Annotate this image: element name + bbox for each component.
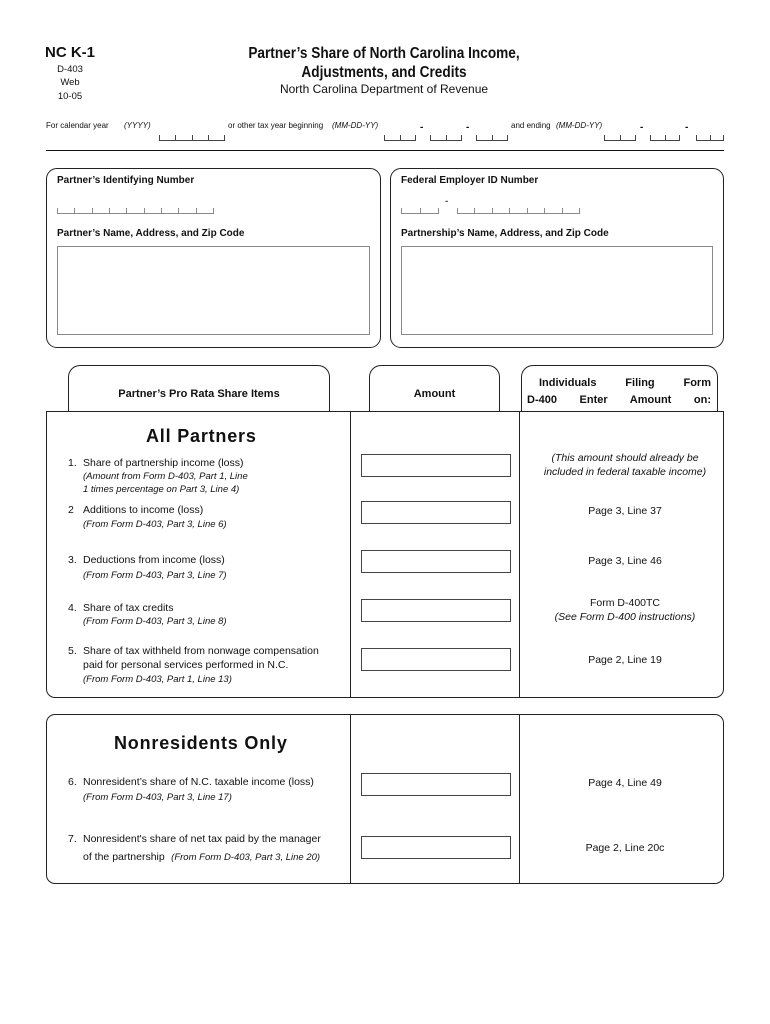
end-day-input[interactable] bbox=[650, 135, 680, 141]
end-year-input[interactable] bbox=[696, 135, 724, 141]
begin-day-input[interactable] bbox=[430, 135, 462, 141]
fein-separator: - bbox=[445, 196, 449, 207]
end-date-separator: - bbox=[685, 122, 689, 133]
line-1-target: included in federal taxable income) bbox=[543, 466, 707, 478]
line-2-target: Page 3, Line 37 bbox=[588, 505, 662, 517]
all-partners-section bbox=[46, 411, 724, 698]
line-2-note: (From Form D-403, Part 3, Line 6) bbox=[83, 519, 227, 530]
line-6-note: (From Form D-403, Part 3, Line 17) bbox=[83, 792, 232, 803]
end-month-input[interactable] bbox=[604, 135, 636, 141]
partnership-name-label: Partnership’s Name, Address, and Zip Code bbox=[401, 228, 609, 239]
fein-label: Federal Employer ID Number bbox=[401, 175, 539, 186]
line-3-amount-input[interactable] bbox=[361, 550, 511, 573]
form-code: D-403 bbox=[57, 64, 83, 75]
line-2-label: Additions to income (loss) bbox=[83, 504, 204, 516]
line-5-label: Share of tax withheld from nonwage compensation bbox=[83, 645, 319, 657]
nonresidents-heading: Nonresidents Only bbox=[114, 733, 288, 753]
partner-id-label: Partner’s Identifying Number bbox=[57, 175, 195, 186]
form-revision: 10-05 bbox=[57, 91, 83, 102]
partner-name-label: Partner’s Name, Address, and Zip Code bbox=[57, 228, 245, 239]
column-divider-target bbox=[519, 412, 520, 697]
line-2-amount-input[interactable] bbox=[361, 501, 511, 524]
line-7-label: of the partnership bbox=[83, 851, 165, 863]
line-1-number: 1. bbox=[68, 457, 77, 469]
line-1-amount-input[interactable] bbox=[361, 454, 511, 477]
header-divider bbox=[46, 150, 724, 151]
line-1-target: (This amount should already be bbox=[551, 452, 699, 464]
begin-date-label: or other tax year beginning bbox=[228, 121, 324, 130]
form-title-line-1: Partner’s Share of North Carolina Income, bbox=[248, 45, 520, 62]
partnership-name-address-field[interactable] bbox=[401, 246, 713, 335]
calendar-year-input[interactable] bbox=[159, 135, 225, 141]
form-title-line-2: Adjustments, and Credits bbox=[301, 64, 467, 81]
calendar-year-label: For calendar year bbox=[46, 121, 109, 130]
line-4-target: (See Form D-400 instructions) bbox=[554, 611, 696, 623]
line-7-number: 7. bbox=[68, 833, 77, 845]
partner-id-input[interactable] bbox=[57, 208, 214, 214]
line-3-label: Deductions from income (loss) bbox=[83, 554, 225, 566]
begin-date-format: (MM-DD-YY) bbox=[332, 121, 379, 130]
line-5-target: Page 2, Line 19 bbox=[588, 654, 662, 666]
tab-d400-label-line-2: D-400 Enter Amount on: bbox=[527, 394, 711, 406]
form-edition: Web bbox=[60, 77, 80, 88]
partner-panel bbox=[46, 168, 381, 348]
fein-prefix-input[interactable] bbox=[401, 208, 439, 214]
partnership-panel bbox=[390, 168, 724, 348]
calendar-year-format: (YYYY) bbox=[124, 121, 151, 130]
line-4-label: Share of tax credits bbox=[83, 602, 174, 614]
partner-name-address-field[interactable] bbox=[57, 246, 370, 335]
tab-pro-rata-items bbox=[68, 365, 330, 411]
column-divider-target bbox=[519, 715, 520, 883]
end-date-format: (MM-DD-YY) bbox=[556, 121, 603, 130]
begin-month-input[interactable] bbox=[384, 135, 416, 141]
end-date-separator: - bbox=[640, 122, 644, 133]
line-4-number: 4. bbox=[68, 602, 77, 614]
line-4-amount-input[interactable] bbox=[361, 599, 511, 622]
line-7-note: (From Form D-403, Part 3, Line 20) bbox=[171, 852, 321, 863]
line-5-number: 5. bbox=[68, 645, 77, 657]
line-4-target: Form D-400TC bbox=[589, 597, 660, 609]
begin-date-separator: - bbox=[420, 122, 424, 133]
line-5-note: (From Form D-403, Part 1, Line 13) bbox=[83, 674, 232, 685]
tab-amount-label: Amount bbox=[413, 388, 456, 400]
line-2-number: 2 bbox=[68, 504, 74, 516]
line-6-label: Nonresident’s share of N.C. taxable income (loss) bbox=[83, 776, 314, 788]
line-7-target: Page 2, Line 20c bbox=[585, 842, 665, 854]
line-5-amount-input[interactable] bbox=[361, 648, 511, 671]
column-divider-amount bbox=[350, 715, 351, 883]
nonresidents-section bbox=[46, 714, 724, 884]
line-3-number: 3. bbox=[68, 554, 77, 566]
line-3-note: (From Form D-403, Part 3, Line 7) bbox=[83, 570, 227, 581]
line-4-note: (From Form D-403, Part 3, Line 8) bbox=[83, 616, 227, 627]
agency-name: North Carolina Department of Revenue bbox=[279, 82, 489, 96]
line-5-label: paid for personal services performed in N.C. bbox=[83, 659, 289, 671]
line-1-note: 1 times percentage on Part 3, Line 4) bbox=[83, 484, 240, 495]
line-7-label-continued bbox=[83, 847, 320, 865]
column-divider-amount bbox=[350, 412, 351, 697]
fein-number-input[interactable] bbox=[457, 208, 580, 214]
tab-amount bbox=[369, 365, 500, 411]
line-1-label: Share of partnership income (loss) bbox=[83, 457, 244, 469]
begin-year-input[interactable] bbox=[476, 135, 508, 141]
line-6-target: Page 4, Line 49 bbox=[588, 777, 662, 789]
line-6-amount-input[interactable] bbox=[361, 773, 511, 796]
tab-pro-rata-items-label: Partner’s Pro Rata Share Items bbox=[118, 388, 280, 400]
begin-date-separator: - bbox=[466, 122, 470, 133]
line-7-amount-input[interactable] bbox=[361, 836, 511, 859]
line-1-note: (Amount from Form D-403, Part 1, Line bbox=[83, 471, 248, 482]
end-date-label: and ending bbox=[511, 121, 551, 130]
tab-d400-label-line-1: Individuals Filing Form bbox=[539, 377, 711, 389]
tab-d400-target bbox=[521, 365, 718, 411]
line-6-number: 6. bbox=[68, 776, 77, 788]
line-3-target: Page 3, Line 46 bbox=[588, 555, 662, 567]
line-7-label: Nonresident's share of net tax paid by the manager bbox=[83, 833, 321, 845]
form-number: NC K-1 bbox=[45, 44, 96, 61]
all-partners-heading: All Partners bbox=[146, 426, 257, 446]
